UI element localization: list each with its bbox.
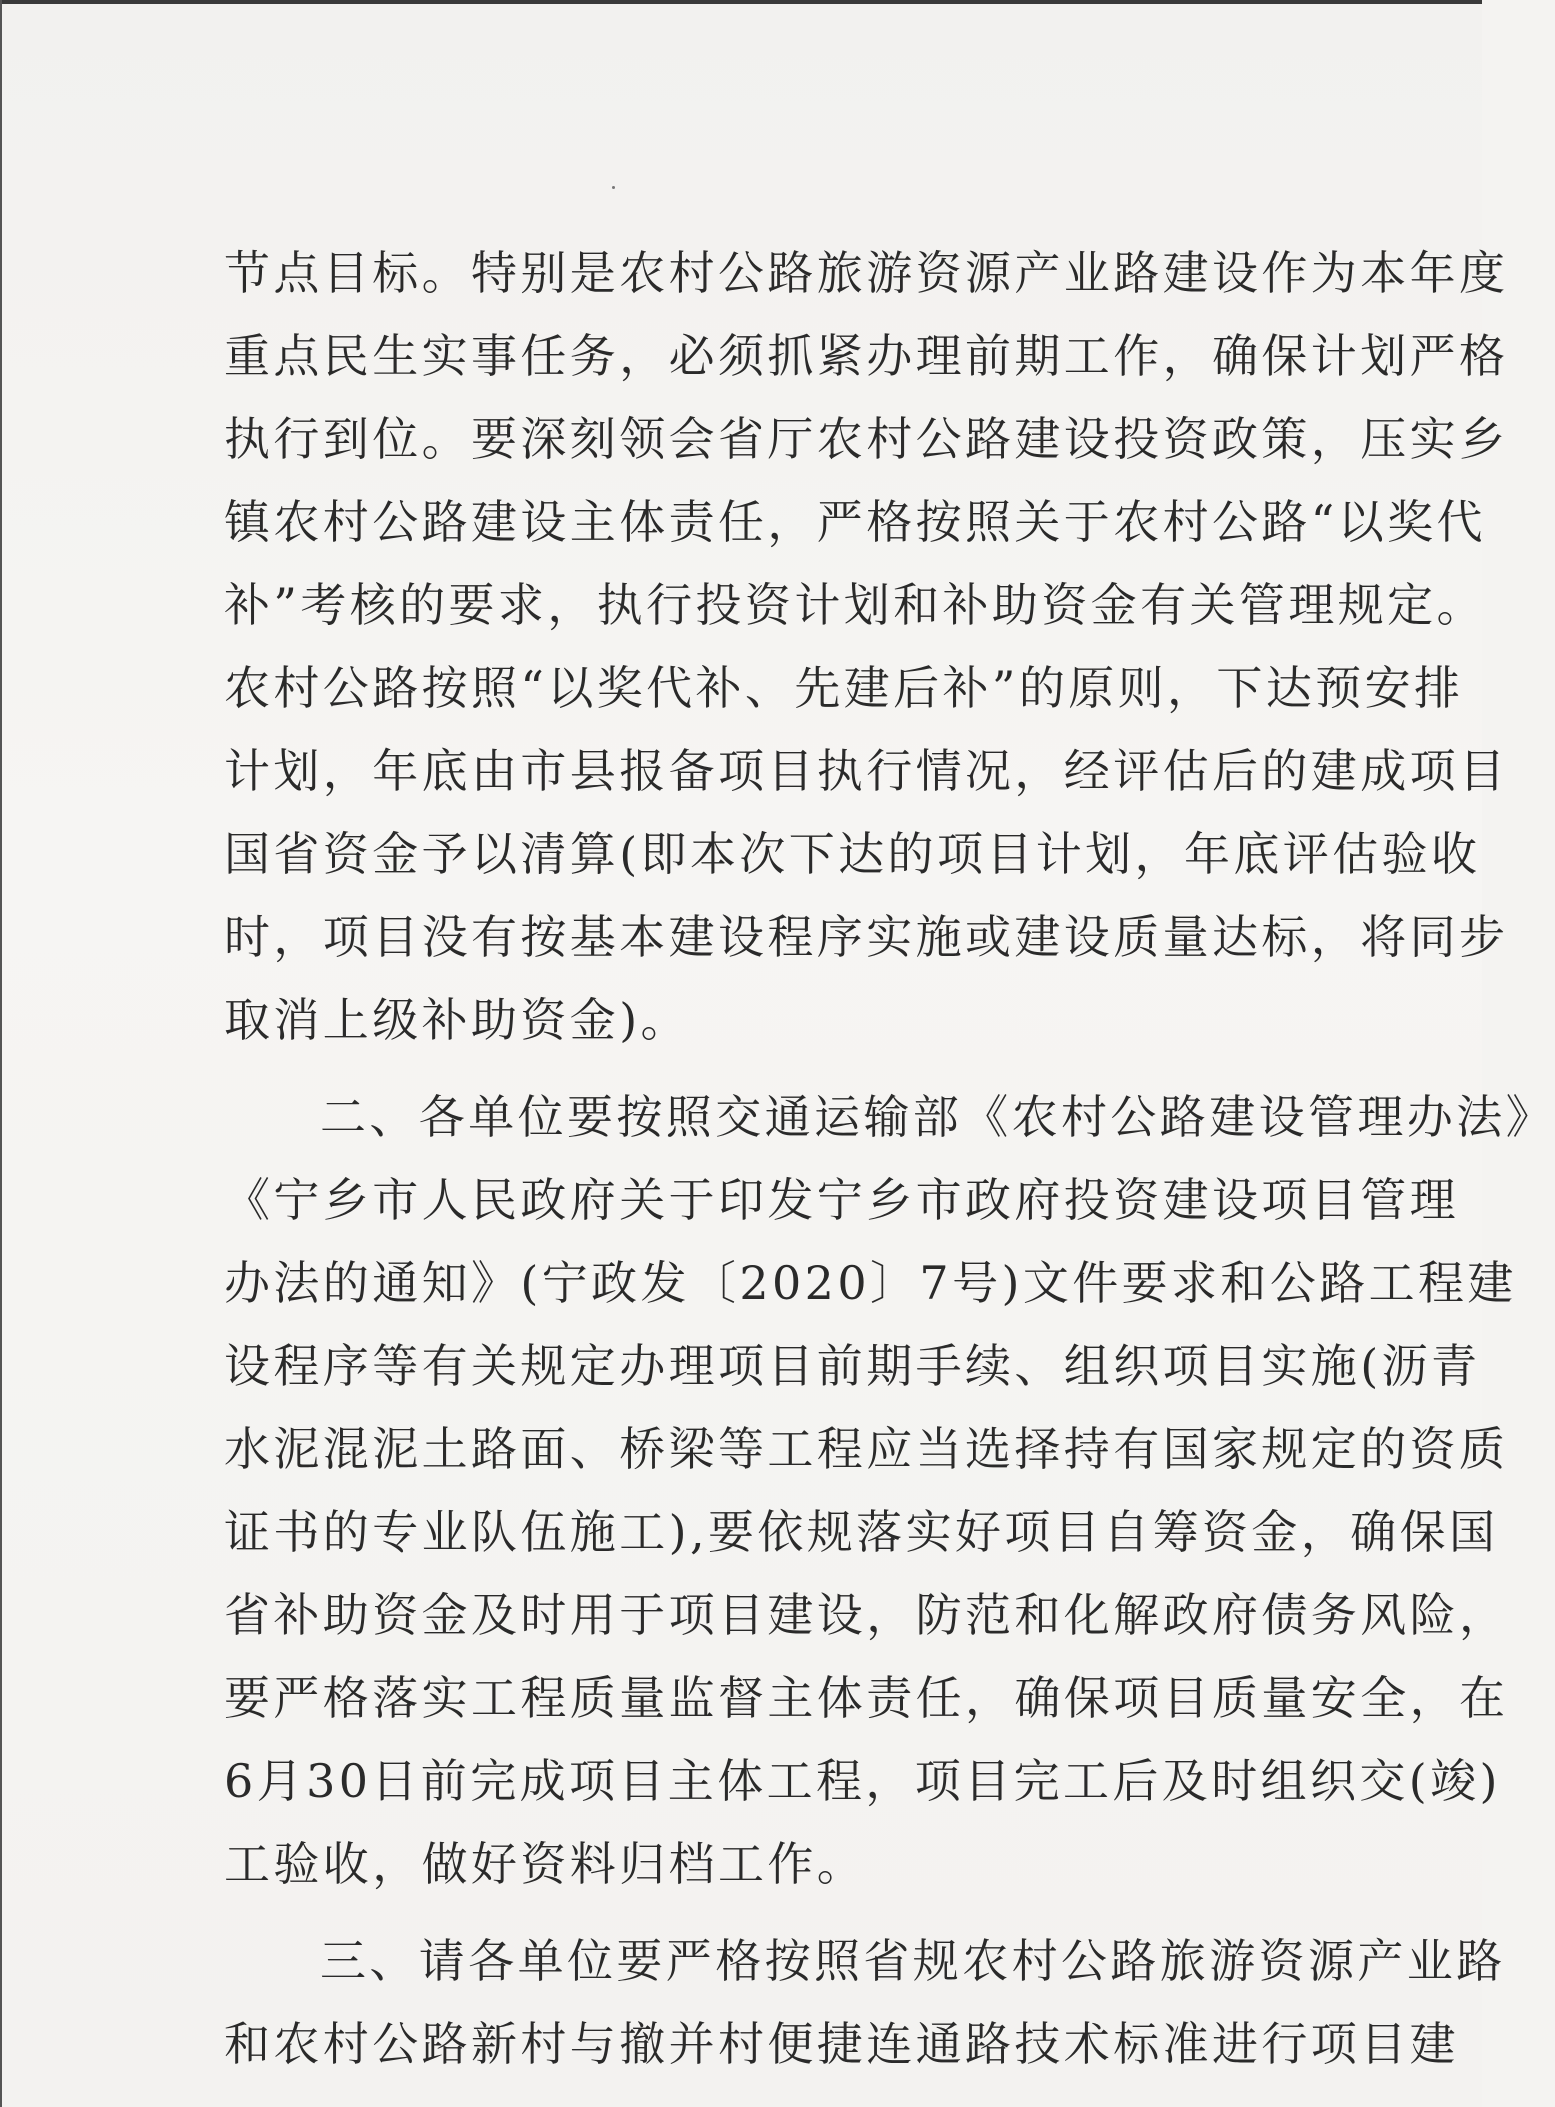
text-line: 6月30日前完成项目主体工程，项目完工后及时组织交(竣) [224, 1754, 1501, 1808]
paragraph-start-line: 三、请各单位要严格按照省规农村公路旅游资源产业路 [320, 1934, 1506, 1988]
text-line: 时，项目没有按基本建设程序实施或建设质量达标，将同步 [224, 910, 1509, 964]
text-line: 要严格落实工程质量监督主体责任，确保项目质量安全，在 [224, 1671, 1509, 1725]
text-line: 镇农村公路建设主体责任，严格按照关于农村公路“以奖代 [224, 495, 1486, 549]
text-line: 取消上级补助资金)。 [224, 993, 690, 1047]
scan-edge-top [0, 0, 1482, 4]
text-line: 水泥混泥土路面、桥梁等工程应当选择持有国家规定的资质 [224, 1422, 1509, 1476]
text-line: 计划，年底由市县报备项目执行情况，经评估后的建成项目 [224, 744, 1509, 798]
text-line: 办法的通知》(宁政发〔2020〕7号)文件要求和公路工程建 [224, 1256, 1517, 1310]
text-line: 《宁乡市人民政府关于印发宁乡市政府投资建设项目管理 [224, 1173, 1459, 1227]
body-text [224, 232, 1555, 2086]
text-line: 证书的专业队伍施工),要依规落实好项目自筹资金，确保国 [224, 1505, 1499, 1559]
text-line: 农村公路按照“以奖代补、先建后补”的原则，下达预安排 [224, 661, 1464, 715]
text-line: 执行到位。要深刻领会省厅农村公路建设投资政策，压实乡 [224, 412, 1509, 466]
text-line: 工验收，做好资料归档工作。 [224, 1837, 867, 1891]
text-line: 设程序等有关规定办理项目前期手续、组织项目实施(沥青 [224, 1339, 1481, 1393]
paragraph-start-line: 二、各单位要按照交通运输部《农村公路建设管理办法》 [320, 1090, 1555, 1144]
text-line: 省补助资金及时用于项目建设，防范和化解政府债务风险， [224, 1588, 1509, 1642]
text-line: 国省资金予以清算(即本次下达的项目计划，年底评估验收 [224, 827, 1481, 881]
scan-speck [612, 186, 615, 189]
scan-edge-left [0, 0, 2, 2107]
text-line: 重点民生实事任务，必须抓紧办理前期工作，确保计划严格 [224, 329, 1509, 383]
text-line: 节点目标。特别是农村公路旅游资源产业路建设作为本年度 [224, 246, 1509, 300]
text-line: 补”考核的要求，执行投资计划和补助资金有关管理规定。 [224, 578, 1486, 632]
text-line: 和农村公路新村与撤并村便捷连通路技术标准进行项目建 [224, 2017, 1459, 2071]
